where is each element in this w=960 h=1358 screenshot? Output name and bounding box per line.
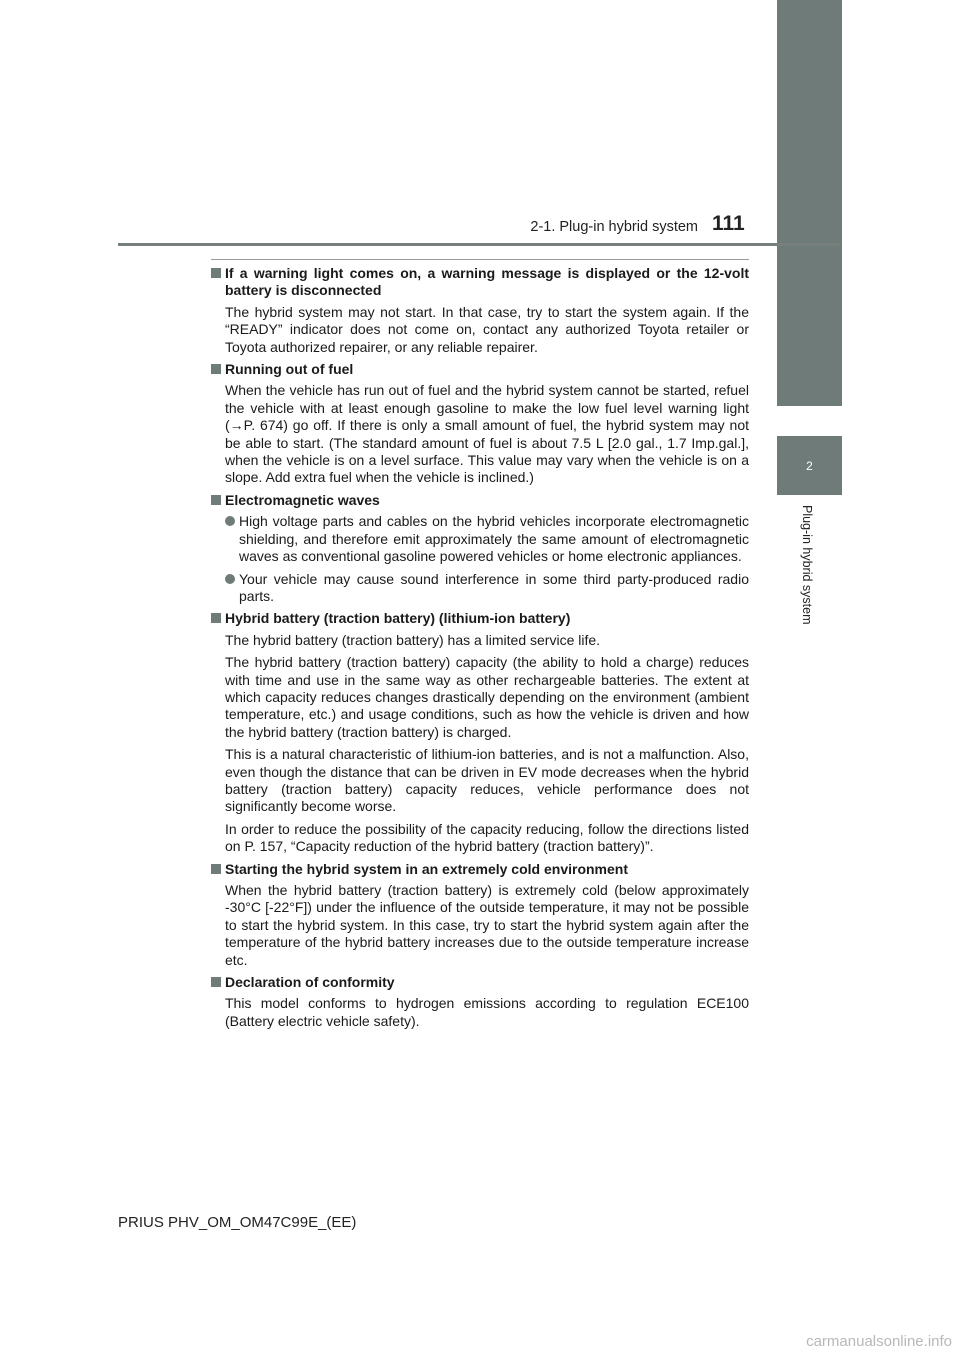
square-bullet-icon [211,268,221,278]
section-heading [211,974,749,991]
circle-bullet-icon [225,516,235,526]
heading-text: Starting the hybrid system in an extremely cold environment [225,860,628,877]
paragraph: The hybrid battery (traction battery) has a limited service life. [225,631,601,648]
square-bullet-icon [211,977,221,987]
heading-text: If a warning light comes on, a warning message is displayed or the 12-volt battery is disconnected [225,265,749,299]
bullet-item [211,571,749,606]
section-declaration-of-conformity [211,974,749,1030]
section-title: 2-1. Plug-in hybrid system [530,219,698,235]
section-electromagnetic-waves [211,492,749,605]
side-tab-top-bar [777,0,842,406]
section-cold-environment [211,861,749,969]
paragraph: The hybrid battery (traction battery) capacity (the ability to hold a charge) reduces with time and use in the same way as other rechargeable batteries. The extent at which capacity reduces changes drastically depending on the environment (ambient temperature, etc.) and usage conditions, such as how the vehicle is driven and how the hybrid battery (traction battery) is charged. [225,654,749,740]
paragraph: When the hybrid battery (traction battery) is extremely cold (below approximately -30°C [-22°F]) under the influence of the outside temperature, it may not be possible to start the hybrid system. In this case, try to start the hybrid system again after the temperature of the hybrid battery increases due to the outside temperature increase etc. [225,882,749,968]
section-heading [211,610,749,627]
paragraph: When the vehicle has run out of fuel and the hybrid system cannot be started, refuel the vehicle with at least enough gasoline to make the low fuel level warning light (→P. 674) go off. If there is only a small amount of fuel, the hybrid system may not be able to start. (The standard amount of fuel is about 7.5 L [2.0 gal., 1.7 Imp.gal.], when the vehicle is on a level surface. This value may vary when the vehicle is on a slope. Add extra fuel when the vehicle is inclined.) [225,382,749,486]
page-content [211,265,749,1035]
square-bullet-icon [211,495,221,505]
paragraph: In order to reduce the possibility of the capacity reducing, follow the directions listed on P. 157, “Capacity reduction of the hybrid battery (traction battery)”. [225,820,749,855]
paragraph: This is a natural characteristic of lithium-ion batteries, and is not a malfunction. Also, even though the distance that can be driven in EV mode decreases when the hybrid battery (traction battery) capacity reduces, vehicle performance does not significantly become worse. [225,746,749,815]
heading-text: Electromagnetic waves [225,491,380,508]
section-hybrid-battery [211,610,749,855]
section-warning-light [211,265,749,356]
section-running-out-of-fuel [211,361,749,487]
section-heading [211,492,749,509]
content-top-rule [211,259,749,260]
heading-text: Running out of fuel [225,361,354,378]
paragraph: The hybrid system may not start. In that case, try to start the system again. If the “READY” indicator does not come on, contact any authorized Toyota retailer or Toyota authorized repairer, or any reliable repairer. [225,303,749,355]
square-bullet-icon [211,864,221,874]
section-heading [211,861,749,878]
chapter-number: 2 [806,458,813,473]
heading-text: Hybrid battery (traction battery) (lithium-ion battery) [225,610,571,627]
circle-bullet-icon [225,574,235,584]
square-bullet-icon [211,613,221,623]
heading-text: Declaration of conformity [225,974,395,991]
chapter-label: Plug-in hybrid system [800,505,814,625]
section-heading [211,265,749,300]
watermark: carmanualsonline.info [806,1333,952,1350]
section-heading [211,361,749,378]
bullet-item [211,513,749,565]
square-bullet-icon [211,364,221,374]
header-rule [118,243,841,246]
chapter-tab [777,436,842,495]
bullet-text: High voltage parts and cables on the hybrid vehicles incorporate electromagnetic shielding, and therefore emit approximately the same amount of electromagnetic waves as conventional gasoline powered vehicles or home electronic appliances. [239,513,749,565]
page-number: 111 [712,212,745,235]
bullet-text: Your vehicle may cause sound interference in some third party-produced radio parts. [239,570,749,604]
paragraph: This model conforms to hydrogen emissions according to regulation ECE100 (Battery electric vehicle safety). [225,995,749,1029]
document-code: PRIUS PHV_OM_OM47C99E_(EE) [118,1214,357,1231]
